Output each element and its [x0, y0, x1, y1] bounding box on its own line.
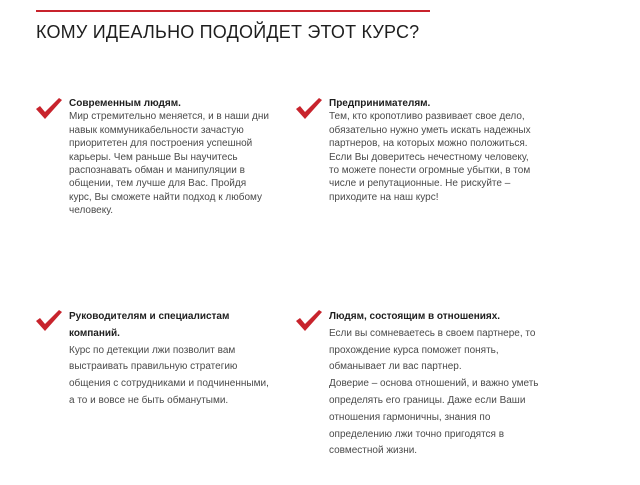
audience-card-text [329, 110, 539, 204]
checkmark-icon [35, 309, 63, 333]
checkmark-icon [35, 97, 63, 121]
audience-card-text [329, 326, 539, 460]
audience-card-title: Руководителям и специалистам компаний. [69, 311, 230, 339]
audience-card-managers [69, 309, 269, 410]
audience-card-paragraph: Мир стремительно меняется, и в наши дни навык коммуникабельности зачастую приоритетен для построения успешной карьеры. Чем раньше Вы научитесь распознавать обман и манипуляции в общении, тем лучше для Вас. Пройдя курс, Вы сможете найти подход к любому человеку. [69, 111, 269, 217]
checkmark-icon [295, 309, 323, 333]
audience-card-paragraph: Тем, кто кропотливо развивает свое дело, обязательно нужно уметь искать надежных партнеров, на которых можно положиться. Если Вы доверитесь нечестному человеку, то можете понести огромные убытки, в том числе и репутационные. Не рискуйте – приходите на наш курс! [329, 111, 531, 203]
audience-card-entrepreneurs [329, 97, 539, 204]
audience-card-paragraph: Доверие – основа отношений, и важно уметь определять его границы. Даже если Ваши отношения гармоничны, знания по определению лжи точно пригодятся в совместной жизни. [329, 378, 539, 457]
audience-card-modern-people [69, 97, 269, 218]
audience-card-text [69, 110, 269, 217]
audience-card-couples [329, 309, 539, 460]
audience-card-text [69, 343, 269, 410]
section-heading: КОМУ ИДЕАЛЬНО ПОДОЙДЕТ ЭТОТ КУРС? [36, 22, 420, 42]
audience-card-title: Предпринимателям. [329, 98, 431, 109]
audience-card-title: Людям, состоящим в отношениях. [329, 311, 501, 322]
checkmark-icon [295, 97, 323, 121]
audience-card-paragraph: Если вы сомневаетесь в своем партнере, то прохождение курса поможет понять, обманывает ли вас партнер. [329, 327, 536, 373]
audience-card-paragraph: Курс по детекции лжи позволит вам выстраивать правильную стратегию общения с сотрудниками и подчиненными, а то и вовсе не быть обманутыми. [69, 344, 269, 406]
section-top-divider [36, 10, 430, 12]
audience-card-title: Современным людям. [69, 98, 181, 109]
